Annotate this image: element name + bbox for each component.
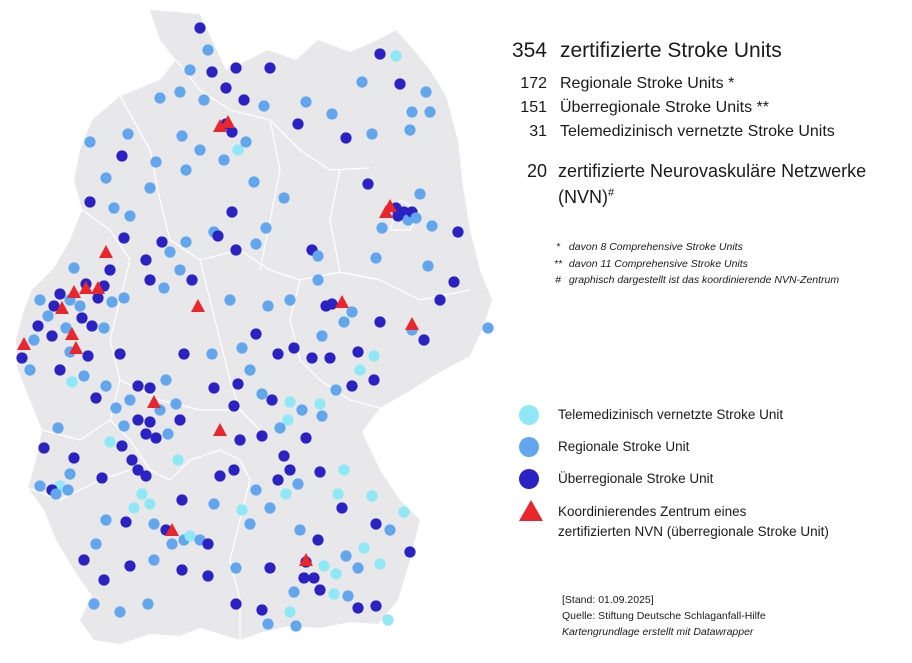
ueberregional-stroke-unit-marker bbox=[308, 572, 319, 583]
ueberregional-stroke-unit-marker bbox=[132, 414, 143, 425]
legend-label: Koordinierendes Zentrum eines bbox=[558, 504, 747, 519]
regional-stroke-unit-marker bbox=[244, 518, 255, 529]
regional-stroke-unit-marker bbox=[422, 260, 433, 271]
ueberregional-stroke-unit-marker bbox=[448, 276, 459, 287]
ueberregional-stroke-unit-marker bbox=[278, 450, 289, 461]
telemed-stroke-unit-marker bbox=[332, 488, 343, 499]
telemed-stroke-unit-marker bbox=[232, 144, 243, 155]
ueberregional-stroke-unit-marker bbox=[314, 584, 325, 595]
ueberregional-stroke-unit-marker bbox=[374, 48, 385, 59]
regional-stroke-unit-marker bbox=[230, 562, 241, 573]
regional-stroke-unit-marker bbox=[414, 188, 425, 199]
regional-stroke-unit-marker bbox=[376, 222, 387, 233]
ueberregional-stroke-unit-marker bbox=[314, 466, 325, 477]
telemed-number: 31 bbox=[529, 123, 547, 140]
ueberregional-stroke-unit-marker bbox=[404, 546, 415, 557]
regional-stroke-unit-marker bbox=[64, 468, 75, 479]
ueberregional-stroke-unit-marker bbox=[232, 378, 243, 389]
regional-stroke-unit-marker bbox=[28, 334, 39, 345]
regional-stroke-unit-marker bbox=[180, 164, 191, 175]
regional-stroke-unit-marker bbox=[88, 598, 99, 609]
regional-stroke-unit-marker bbox=[274, 422, 285, 433]
ueberregional-stroke-unit-marker bbox=[202, 570, 213, 581]
ueberregional-stroke-unit-marker bbox=[118, 232, 129, 243]
regional-stroke-unit-marker bbox=[100, 172, 111, 183]
regional-stroke-unit-marker bbox=[258, 100, 269, 111]
ueberregional-stroke-unit-marker bbox=[394, 78, 405, 89]
ueberregional-stroke-unit-marker bbox=[78, 554, 89, 565]
footnote-text: graphisch dargestellt ist das koordinierende NVN-Zentrum bbox=[568, 274, 840, 286]
nvn-number: 20 bbox=[526, 161, 547, 181]
regional-stroke-unit-marker bbox=[346, 306, 357, 317]
legend-label: Überregionale Stroke Unit bbox=[558, 471, 714, 486]
regional-stroke-unit-marker bbox=[410, 212, 421, 223]
telemed-stroke-unit-marker bbox=[104, 436, 115, 447]
ueberregional-stroke-unit-marker bbox=[176, 494, 187, 505]
telemed-stroke-unit-marker bbox=[358, 542, 369, 553]
ueberregional-stroke-unit-marker bbox=[144, 274, 155, 285]
ueberregional-stroke-unit-marker bbox=[298, 572, 309, 583]
regional-stroke-unit-marker bbox=[144, 182, 155, 193]
ueberregional-stroke-unit-marker bbox=[230, 62, 241, 73]
telemed-stroke-unit-marker bbox=[366, 490, 377, 501]
regional-stroke-unit-marker bbox=[250, 484, 261, 495]
ueberregional-stroke-unit-marker bbox=[16, 352, 27, 363]
ueberregional-circle-icon bbox=[518, 468, 540, 490]
regional-stroke-unit-marker bbox=[264, 502, 275, 513]
ueberregional-stroke-unit-marker bbox=[150, 432, 161, 443]
regional-stroke-unit-marker bbox=[68, 262, 79, 273]
regional-stroke-unit-marker bbox=[108, 202, 119, 213]
ueberregional-stroke-unit-marker bbox=[272, 474, 283, 485]
regional-stroke-unit-marker bbox=[248, 176, 259, 187]
regional-stroke-unit-marker bbox=[240, 136, 251, 147]
ueberregional-stroke-unit-marker bbox=[238, 94, 249, 105]
regional-stroke-unit-marker bbox=[90, 538, 101, 549]
regional-stroke-unit-marker bbox=[78, 370, 89, 381]
regional-stroke-unit-marker bbox=[316, 410, 327, 421]
ueberregional-stroke-unit-marker bbox=[370, 518, 381, 529]
regional-stroke-unit-marker bbox=[338, 316, 349, 327]
regional-stroke-unit-marker bbox=[288, 586, 299, 597]
ueberregional-stroke-unit-marker bbox=[230, 244, 241, 255]
regional-stroke-unit-marker bbox=[262, 300, 273, 311]
ueberregional-stroke-unit-marker bbox=[272, 348, 283, 359]
ueberregional-stroke-unit-marker bbox=[176, 564, 187, 575]
ueberregional-stroke-unit-marker bbox=[92, 292, 103, 303]
telemed-circle-icon bbox=[518, 404, 540, 426]
ueberregional-stroke-unit-marker bbox=[90, 392, 101, 403]
regional-stroke-unit-marker bbox=[424, 106, 435, 117]
ueberregional-stroke-unit-marker bbox=[226, 126, 237, 137]
legend-label-line2: zertifizierten NVN (überregionale Stroke Unit) bbox=[558, 524, 829, 539]
ueberregional-stroke-unit-marker bbox=[230, 598, 241, 609]
regional-stroke-unit-marker bbox=[218, 154, 229, 165]
regional-stroke-unit-marker bbox=[340, 550, 351, 561]
ueberregional-stroke-unit-marker bbox=[320, 300, 331, 311]
legend-label: Telemedizinisch vernetzte Stroke Unit bbox=[558, 407, 784, 422]
regional-stroke-unit-marker bbox=[142, 598, 153, 609]
telemed-stroke-unit-marker bbox=[284, 606, 295, 617]
telemed-stroke-unit-marker bbox=[398, 506, 409, 517]
telemed-stroke-unit-marker bbox=[66, 376, 77, 387]
ueberregional-stroke-unit-marker bbox=[68, 452, 79, 463]
ueberregional-stroke-unit-marker bbox=[250, 328, 261, 339]
regional-stroke-unit-marker bbox=[206, 348, 217, 359]
nvn-label-line2 bbox=[558, 187, 614, 208]
regional-stroke-unit-marker bbox=[278, 192, 289, 203]
telemed-stroke-unit-marker bbox=[128, 502, 139, 513]
regional-stroke-unit-marker bbox=[294, 524, 305, 535]
telemed-stroke-unit-marker bbox=[374, 558, 385, 569]
regional-stroke-unit-marker bbox=[118, 292, 129, 303]
regional-stroke-unit-marker bbox=[114, 606, 125, 617]
regional-stroke-unit-marker bbox=[176, 130, 187, 141]
regional-stroke-unit-marker bbox=[236, 342, 247, 353]
ueberregional-stroke-unit-marker bbox=[374, 316, 385, 327]
regional-stroke-unit-marker bbox=[406, 106, 417, 117]
footnote-3 bbox=[550, 274, 839, 286]
ueberregional-stroke-unit-marker bbox=[96, 472, 107, 483]
ueberregional-stroke-unit-marker bbox=[392, 210, 403, 221]
telemed-stroke-unit-marker bbox=[368, 350, 379, 361]
ueberregional-stroke-unit-marker bbox=[46, 330, 57, 341]
ueberregional-stroke-unit-marker bbox=[234, 434, 245, 445]
regional-stroke-unit-marker bbox=[160, 374, 171, 385]
telemed-stroke-unit-marker bbox=[354, 364, 365, 375]
regional-stroke-unit-marker bbox=[150, 156, 161, 167]
nvn-triangle-icon bbox=[518, 499, 544, 523]
ueberregional-stroke-unit-marker bbox=[284, 464, 295, 475]
ueberregional-stroke-unit-marker bbox=[114, 348, 125, 359]
regional-stroke-unit-marker bbox=[284, 294, 295, 305]
regional-stroke-unit-marker bbox=[34, 480, 45, 491]
ueberregional-stroke-unit-marker bbox=[264, 62, 275, 73]
footnote-text: davon 8 Comprehensive Stroke Units bbox=[568, 241, 743, 253]
nvn-label2: (NVN) bbox=[558, 187, 608, 207]
ueberregional-stroke-unit-marker bbox=[140, 254, 151, 265]
telemed-stroke-unit-marker bbox=[236, 504, 247, 515]
footnote-mark: * bbox=[555, 241, 561, 253]
regional-circle-icon bbox=[518, 436, 540, 458]
telemed-stroke-unit-marker bbox=[284, 396, 295, 407]
ueberregional-stroke-unit-marker bbox=[98, 574, 109, 585]
stand-date: [Stand: 01.09.2025] bbox=[562, 594, 654, 606]
regional-stroke-unit-marker bbox=[122, 128, 133, 139]
telemed-stroke-unit-marker bbox=[280, 488, 291, 499]
ueberregional-stroke-unit-marker bbox=[214, 470, 225, 481]
ueberregional-stroke-unit-marker bbox=[186, 274, 197, 285]
regional-stroke-unit-marker bbox=[290, 620, 301, 631]
ueberregional-stroke-unit-marker bbox=[300, 432, 311, 443]
footnote-1 bbox=[550, 241, 743, 253]
regional-stroke-unit-marker bbox=[244, 364, 255, 375]
regional-stroke-unit-marker bbox=[384, 524, 395, 535]
regional-stroke-unit-marker bbox=[34, 294, 45, 305]
regional-stroke-unit-marker bbox=[184, 64, 195, 75]
ueberregional-stroke-unit-marker bbox=[144, 382, 155, 393]
ueberregional-stroke-unit-marker bbox=[452, 226, 463, 237]
ueberregional-stroke-unit-marker bbox=[156, 236, 167, 247]
telemed-stroke-unit-marker bbox=[338, 464, 349, 475]
regional-stroke-unit-marker bbox=[224, 294, 235, 305]
ueberregional-stroke-unit-marker bbox=[194, 22, 205, 33]
regional-label: Regionale Stroke Units * bbox=[560, 75, 735, 92]
ueberregional-stroke-unit-marker bbox=[84, 196, 95, 207]
ueberregional-stroke-unit-marker bbox=[116, 150, 127, 161]
regional-stroke-unit-marker bbox=[370, 252, 381, 263]
ueberregional-stroke-unit-marker bbox=[336, 502, 347, 513]
footnote-mark: # bbox=[555, 274, 561, 286]
regional-stroke-unit-marker bbox=[124, 210, 135, 221]
ueberregional-stroke-unit-marker bbox=[256, 430, 267, 441]
regional-stroke-unit-marker bbox=[74, 300, 85, 311]
regional-stroke-unit-marker bbox=[312, 250, 323, 261]
telemed-stroke-unit-marker bbox=[136, 488, 147, 499]
regional-stroke-unit-marker bbox=[106, 296, 117, 307]
regional-stroke-unit-marker bbox=[164, 246, 175, 257]
legend-label: Regionale Stroke Unit bbox=[558, 439, 690, 454]
ueberregional-stroke-unit-marker bbox=[228, 464, 239, 475]
ueberregional-stroke-unit-marker bbox=[178, 348, 189, 359]
regional-stroke-unit-marker bbox=[100, 514, 111, 525]
regional-stroke-unit-marker bbox=[426, 220, 437, 231]
telemed-stroke-unit-marker bbox=[144, 498, 155, 509]
telemed-stroke-unit-marker bbox=[382, 614, 393, 625]
regional-stroke-unit-marker bbox=[98, 322, 109, 333]
ueberregional-stroke-unit-marker bbox=[368, 374, 379, 385]
regional-stroke-unit-marker bbox=[174, 86, 185, 97]
ueberregional-stroke-unit-marker bbox=[340, 132, 351, 143]
regional-stroke-unit-marker bbox=[208, 498, 219, 509]
ueberregional-stroke-unit-marker bbox=[434, 294, 445, 305]
ueberregional-stroke-unit-marker bbox=[256, 604, 267, 615]
regional-stroke-unit-marker bbox=[292, 478, 303, 489]
ueberregional-stroke-unit-marker bbox=[38, 442, 49, 453]
ueberregional-stroke-unit-marker bbox=[292, 118, 303, 129]
ueberregional-stroke-unit-marker bbox=[140, 428, 151, 439]
regional-stroke-unit-marker bbox=[356, 76, 367, 87]
ueberregional-stroke-unit-marker bbox=[266, 394, 277, 405]
nvn-label: zertifizierte Neurovaskuläre Netzwerke bbox=[558, 161, 867, 181]
regional-stroke-unit-marker bbox=[330, 384, 341, 395]
ueberregional-stroke-unit-marker bbox=[352, 602, 363, 613]
ueberregional-stroke-unit-marker bbox=[206, 66, 217, 77]
ueberregional-stroke-unit-marker bbox=[120, 516, 131, 527]
ueberregional-stroke-unit-marker bbox=[32, 320, 43, 331]
regional-stroke-unit-marker bbox=[162, 428, 173, 439]
regional-stroke-unit-marker bbox=[260, 222, 271, 233]
ueberregional-stroke-unit-marker bbox=[324, 352, 335, 363]
ueberregional-stroke-unit-marker bbox=[76, 312, 87, 323]
regional-stroke-unit-marker bbox=[420, 86, 431, 97]
ueberregional-stroke-unit-marker bbox=[418, 334, 429, 345]
ueberregional-stroke-unit-marker bbox=[86, 320, 97, 331]
regional-stroke-unit-marker bbox=[250, 238, 261, 249]
telemed-stroke-unit-marker bbox=[390, 50, 401, 61]
regional-stroke-unit-marker bbox=[174, 264, 185, 275]
ueberregional-stroke-unit-marker bbox=[144, 416, 155, 427]
telemed-stroke-unit-marker bbox=[314, 398, 325, 409]
regional-stroke-unit-marker bbox=[124, 394, 135, 405]
telemed-stroke-unit-marker bbox=[330, 568, 341, 579]
regional-stroke-unit-marker bbox=[148, 554, 159, 565]
ueberregional-number: 151 bbox=[520, 99, 547, 116]
ueberregional-label: Überregionale Stroke Units ** bbox=[560, 99, 769, 116]
ueberregional-stroke-unit-marker bbox=[202, 538, 213, 549]
total-number: 354 bbox=[511, 39, 547, 62]
regional-stroke-unit-marker bbox=[62, 484, 73, 495]
ueberregional-stroke-unit-marker bbox=[370, 600, 381, 611]
telemed-stroke-unit-marker bbox=[282, 414, 293, 425]
regional-stroke-unit-marker bbox=[118, 420, 129, 431]
regional-stroke-unit-marker bbox=[50, 488, 61, 499]
ueberregional-stroke-unit-marker bbox=[306, 352, 317, 363]
regional-stroke-unit-marker bbox=[202, 44, 213, 55]
regional-stroke-unit-marker bbox=[24, 364, 35, 375]
regional-stroke-unit-marker bbox=[154, 92, 165, 103]
regional-stroke-unit-marker bbox=[110, 402, 121, 413]
ueberregional-stroke-unit-marker bbox=[140, 470, 151, 481]
ueberregional-stroke-unit-marker bbox=[116, 440, 127, 451]
regional-stroke-unit-marker bbox=[316, 330, 327, 341]
ueberregional-stroke-unit-marker bbox=[352, 346, 363, 357]
ueberregional-stroke-unit-marker bbox=[312, 534, 323, 545]
telemed-stroke-unit-marker bbox=[172, 454, 183, 465]
telemed-stroke-unit-marker bbox=[318, 560, 329, 571]
ueberregional-stroke-unit-marker bbox=[346, 380, 357, 391]
ueberregional-stroke-unit-marker bbox=[226, 206, 237, 217]
ueberregional-stroke-unit-marker bbox=[82, 350, 93, 361]
regional-stroke-unit-marker bbox=[342, 590, 353, 601]
telemed-label: Telemedizinisch vernetzte Stroke Units bbox=[560, 123, 835, 140]
source-footer bbox=[562, 592, 766, 640]
regional-stroke-unit-marker bbox=[170, 398, 181, 409]
regional-stroke-unit-marker bbox=[148, 518, 159, 529]
telemed-stroke-unit-marker bbox=[328, 588, 339, 599]
regional-stroke-unit-marker bbox=[158, 282, 169, 293]
regional-stroke-unit-marker bbox=[52, 422, 63, 433]
ueberregional-stroke-unit-marker bbox=[124, 560, 135, 571]
ueberregional-stroke-unit-marker bbox=[264, 562, 275, 573]
ueberregional-stroke-unit-marker bbox=[54, 364, 65, 375]
regional-stroke-unit-marker bbox=[326, 108, 337, 119]
regional-stroke-unit-marker bbox=[42, 310, 53, 321]
ueberregional-stroke-unit-marker bbox=[132, 380, 143, 391]
ueberregional-stroke-unit-marker bbox=[54, 288, 65, 299]
regional-stroke-unit-marker bbox=[352, 562, 363, 573]
ueberregional-stroke-unit-marker bbox=[288, 342, 299, 353]
map-credit: Kartengrundlage erstellt mit Datawrapper bbox=[562, 626, 754, 638]
regional-stroke-unit-marker bbox=[404, 124, 415, 135]
regional-number: 172 bbox=[520, 75, 547, 92]
regional-stroke-unit-marker bbox=[84, 136, 95, 147]
regional-stroke-unit-marker bbox=[180, 236, 191, 247]
ueberregional-stroke-unit-marker bbox=[126, 454, 137, 465]
regional-stroke-unit-marker bbox=[194, 144, 205, 155]
regional-stroke-unit-marker bbox=[100, 380, 111, 391]
ueberregional-stroke-unit-marker bbox=[362, 178, 373, 189]
ueberregional-stroke-unit-marker bbox=[174, 414, 185, 425]
ueberregional-stroke-unit-marker bbox=[220, 82, 231, 93]
footnote-text: davon 11 Comprehensive Stroke Units bbox=[568, 258, 748, 270]
regional-stroke-unit-marker bbox=[366, 128, 377, 139]
regional-stroke-unit-marker bbox=[198, 94, 209, 105]
regional-stroke-unit-marker bbox=[166, 538, 177, 549]
regional-stroke-unit-marker bbox=[262, 618, 273, 629]
regional-stroke-unit-marker bbox=[312, 274, 323, 285]
ueberregional-stroke-unit-marker bbox=[104, 264, 115, 275]
regional-stroke-unit-marker bbox=[296, 404, 307, 415]
footnote-2 bbox=[550, 258, 748, 270]
telemed-stroke-unit-marker bbox=[184, 530, 195, 541]
ueberregional-stroke-unit-marker bbox=[212, 230, 223, 241]
source-text: Quelle: Stiftung Deutsche Schlaganfall-Hilfe bbox=[562, 610, 766, 622]
total-label: zertifizierte Stroke Units bbox=[560, 39, 782, 62]
ueberregional-stroke-unit-marker bbox=[208, 382, 219, 393]
regional-stroke-unit-marker bbox=[482, 322, 493, 333]
regional-stroke-unit-marker bbox=[300, 96, 311, 107]
nvn-superscript: # bbox=[608, 187, 615, 199]
ueberregional-stroke-unit-marker bbox=[228, 400, 239, 411]
regional-stroke-unit-marker bbox=[256, 388, 267, 399]
footnote-mark: ** bbox=[553, 258, 563, 270]
